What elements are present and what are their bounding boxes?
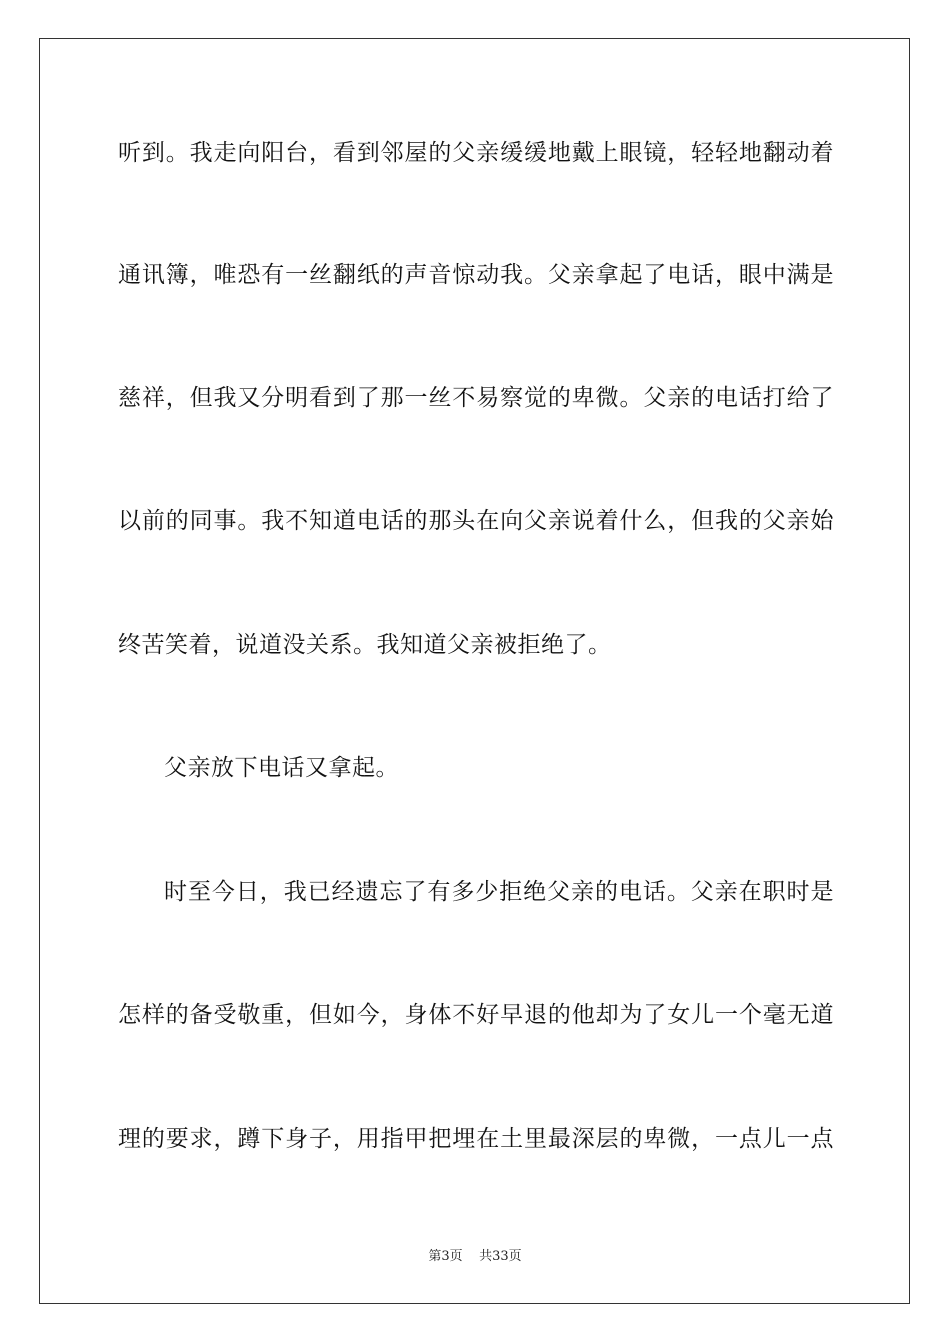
page-number: 第3页 bbox=[428, 1249, 463, 1264]
body-text-line-7: 时至今日，我已经遗忘了有多少拒绝父亲的电话。父亲在职时是 bbox=[164, 879, 834, 905]
paragraph-text-line: 父亲放下电话又拿起。 bbox=[164, 755, 399, 781]
body-text-line-2: 通讯簿，唯恐有一丝翻纸的声音惊动我。父亲拿起了电话，眼中满是 bbox=[118, 262, 834, 288]
body-text-line-5: 终苦笑着，说道没关系。我知道父亲被拒绝了。 bbox=[118, 632, 612, 658]
body-text-line-9: 理的要求，蹲下身子，用指甲把埋在土里最深层的卑微，一点儿一点 bbox=[118, 1126, 834, 1152]
body-text-line-4: 以前的同事。我不知道电话的那头在向父亲说着什么，但我的父亲始 bbox=[118, 508, 834, 534]
body-text-line-8: 怎样的备受敬重，但如今，身体不好早退的他却为了女儿一个毫无道 bbox=[118, 1002, 834, 1028]
body-text-line-3: 慈祥，但我又分明看到了那一丝不易察觉的卑微。父亲的电话打给了 bbox=[118, 385, 834, 411]
page-border bbox=[39, 38, 910, 1304]
body-text-line-1: 听到。我走向阳台，看到邻屋的父亲缓缓地戴上眼镜，轻轻地翻动着 bbox=[118, 140, 834, 166]
page-footer bbox=[0, 1248, 950, 1266]
total-pages: 共33页 bbox=[479, 1249, 522, 1264]
